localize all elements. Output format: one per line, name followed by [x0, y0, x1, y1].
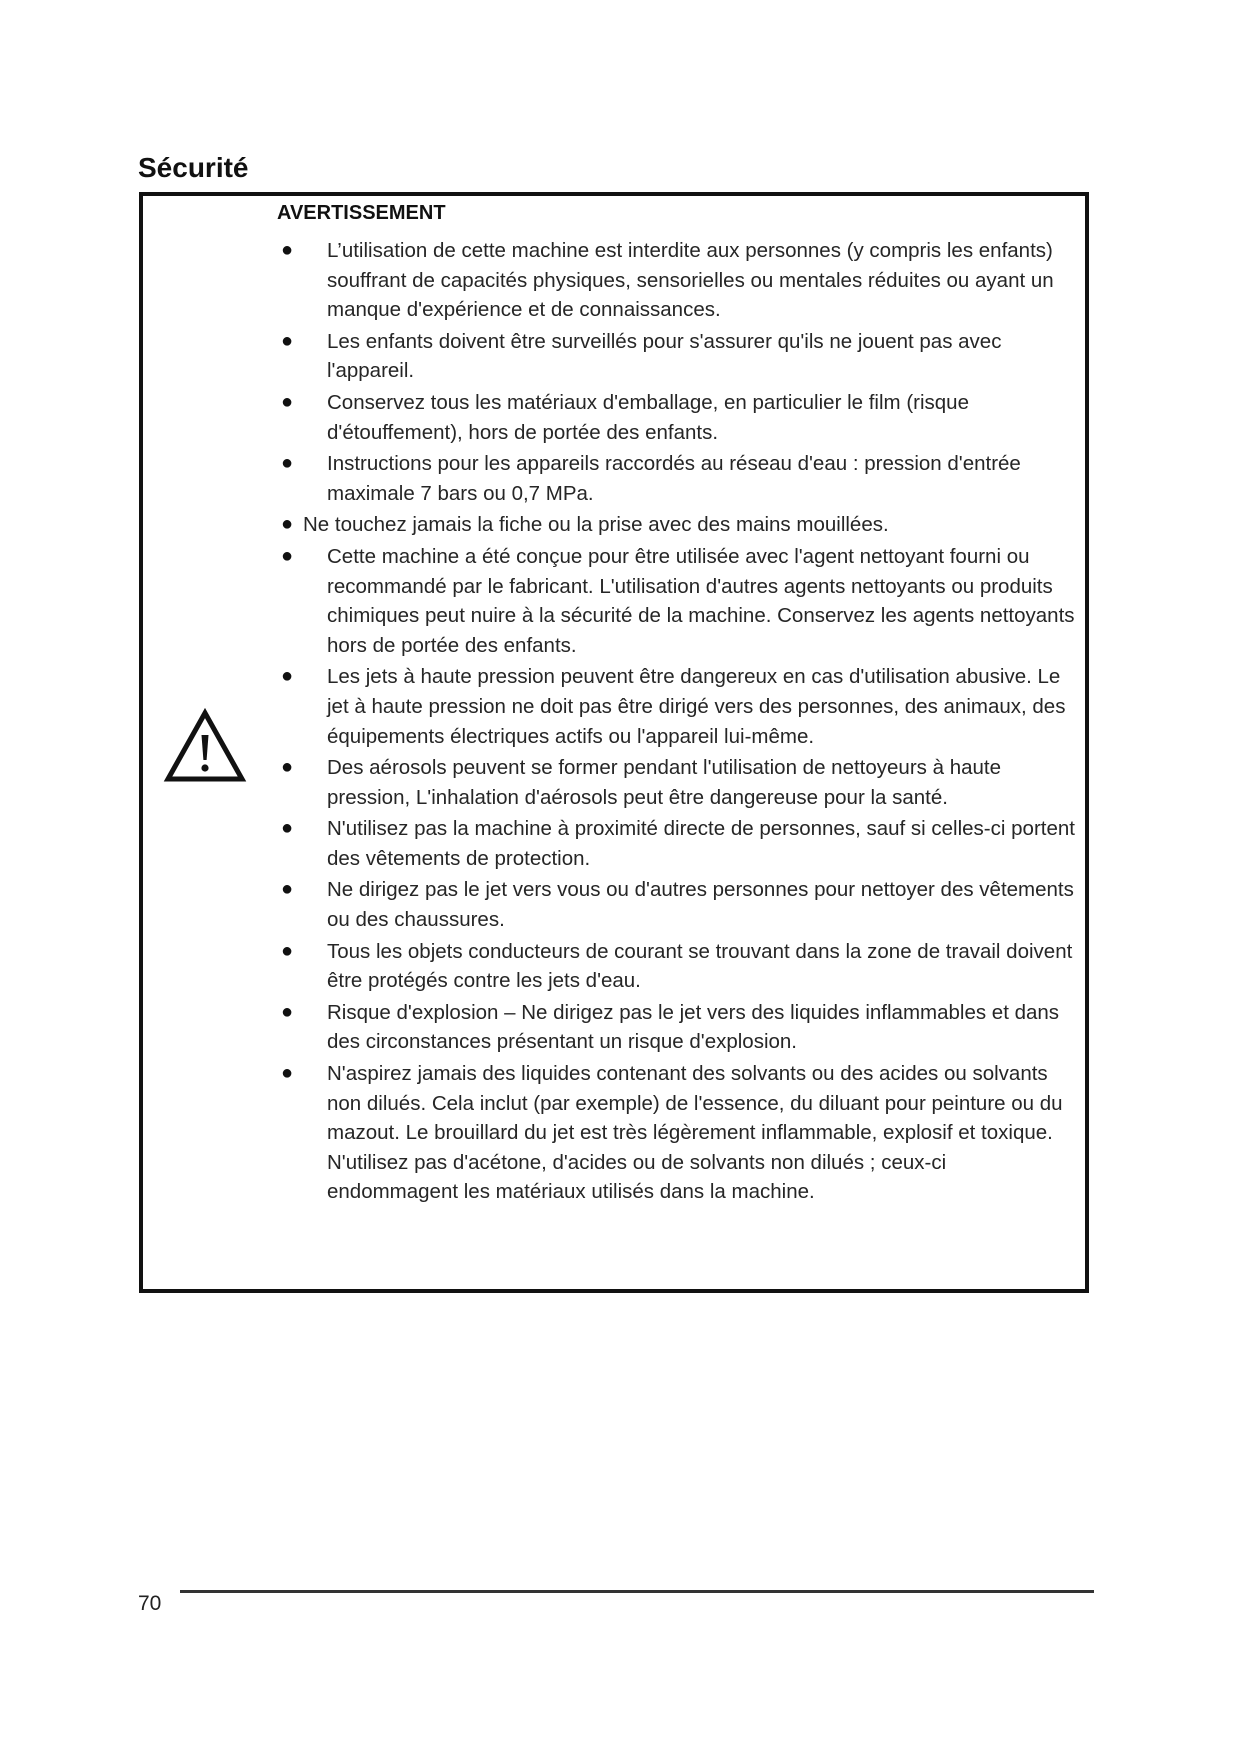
- list-item-text: Des aérosols peuvent se former pendant l'utilisation de nettoyeurs à haute pression, L'inhalation d'aérosols peut être dangereuse pour la santé.: [327, 756, 1001, 809]
- page-title: Sécurité: [138, 152, 249, 183]
- list-item: [277, 510, 1077, 540]
- bullet-icon: ●: [281, 878, 294, 901]
- bullet-icon: ●: [281, 329, 294, 352]
- list-item-text: N'aspirez jamais des liquides contenant des solvants ou des acides ou solvants non dilués. Cela inclut (par exemple) de l'essence, du diluant pour peinture ou du mazout. Le brouillard du jet est très légèrement inflammable, explosif et toxique. N'utilisez pas d'acétone, d'acides ou de solvants non dilués ; ceux-ci endommagent les matériaux utilisés dans la machine.: [327, 1062, 1063, 1204]
- list-item-text: Tous les objets conducteurs de courant se trouvant dans la zone de travail doivent être protégés contre les jets d'eau.: [327, 939, 1073, 993]
- list-item-text: Risque d'explosion – Ne dirigez pas le jet vers des liquides inflammables et dans des circonstances présentant un risque d'explosion.: [327, 1000, 1060, 1054]
- list-item-text: Conservez tous les matériaux d'emballage, en particulier le film (risque d'étouffement), hors de portée des enfants.: [327, 390, 969, 444]
- list-item-text: Instructions pour les appareils raccordés au réseau d'eau : pression d'entrée maximale 7 bars ou 0,7 MPa.: [327, 452, 1021, 505]
- list-item: [277, 449, 1077, 508]
- list-item: [277, 327, 1077, 386]
- list-item-text: N'utilisez pas la machine à proximité directe de personnes, sauf si celles-ci portent des vêtements de protection.: [327, 817, 1075, 870]
- list-item: [277, 236, 1077, 325]
- bullet-icon: ●: [281, 1000, 294, 1023]
- list-item-text: Cette machine a été conçue pour être utilisée avec l'agent nettoyant fourni ou recommandé par le fabricant. L'utilisation d'autres agents nettoyants ou produits chimiques peut nuire à la sécurité de la machine. Conservez les agents nettoyants hors de portée des enfants.: [327, 544, 1075, 657]
- warning-heading: AVERTISSEMENT: [277, 202, 446, 224]
- footer-divider: [180, 1590, 1094, 1593]
- list-item: [277, 753, 1077, 812]
- list-item: [277, 814, 1077, 873]
- list-item: [277, 875, 1077, 934]
- list-item-text: Les enfants doivent être surveillés pour s'assurer qu'ils ne jouent pas avec l'appareil.: [327, 329, 1002, 383]
- warning-list: [277, 236, 1077, 1209]
- bullet-icon: ●: [281, 665, 294, 688]
- list-item-text: L’utilisation de cette machine est interdite aux personnes (y compris les enfants) souffrant de capacités physiques, sensorielles ou mentales réduites ou ayant un manque d'expérience et de connaissances.: [327, 239, 1054, 322]
- bullet-icon: ●: [281, 513, 294, 536]
- list-item: [277, 388, 1077, 447]
- warning-box: [139, 192, 1089, 1293]
- bullet-icon: ●: [281, 452, 294, 475]
- bullet-icon: ●: [281, 939, 294, 962]
- list-item: [277, 542, 1077, 660]
- list-item-text: Ne touchez jamais la fiche ou la prise avec des mains mouillées.: [303, 513, 889, 537]
- list-item: [277, 937, 1077, 996]
- list-item: [277, 662, 1077, 751]
- bullet-icon: ●: [281, 817, 294, 840]
- bullet-icon: ●: [281, 390, 294, 413]
- bullet-icon: ●: [281, 756, 294, 779]
- list-item-text: Les jets à haute pression peuvent être dangereux en cas d'utilisation abusive. Le jet à haute pression ne doit pas être dirigé vers des personnes, des animaux, des équipements électriques actifs ou l'appareil lui-même.: [327, 665, 1066, 748]
- page-number: 70: [138, 1592, 162, 1615]
- list-item: [277, 998, 1077, 1057]
- list-item-text: Ne dirigez pas le jet vers vous ou d'autres personnes pour nettoyer des vêtements ou des chaussures.: [327, 878, 1074, 932]
- bullet-icon: ●: [281, 544, 294, 567]
- warning-triangle-icon: [163, 708, 247, 784]
- bullet-icon: ●: [281, 1062, 294, 1085]
- bullet-icon: ●: [281, 239, 294, 261]
- list-item: [277, 1059, 1077, 1207]
